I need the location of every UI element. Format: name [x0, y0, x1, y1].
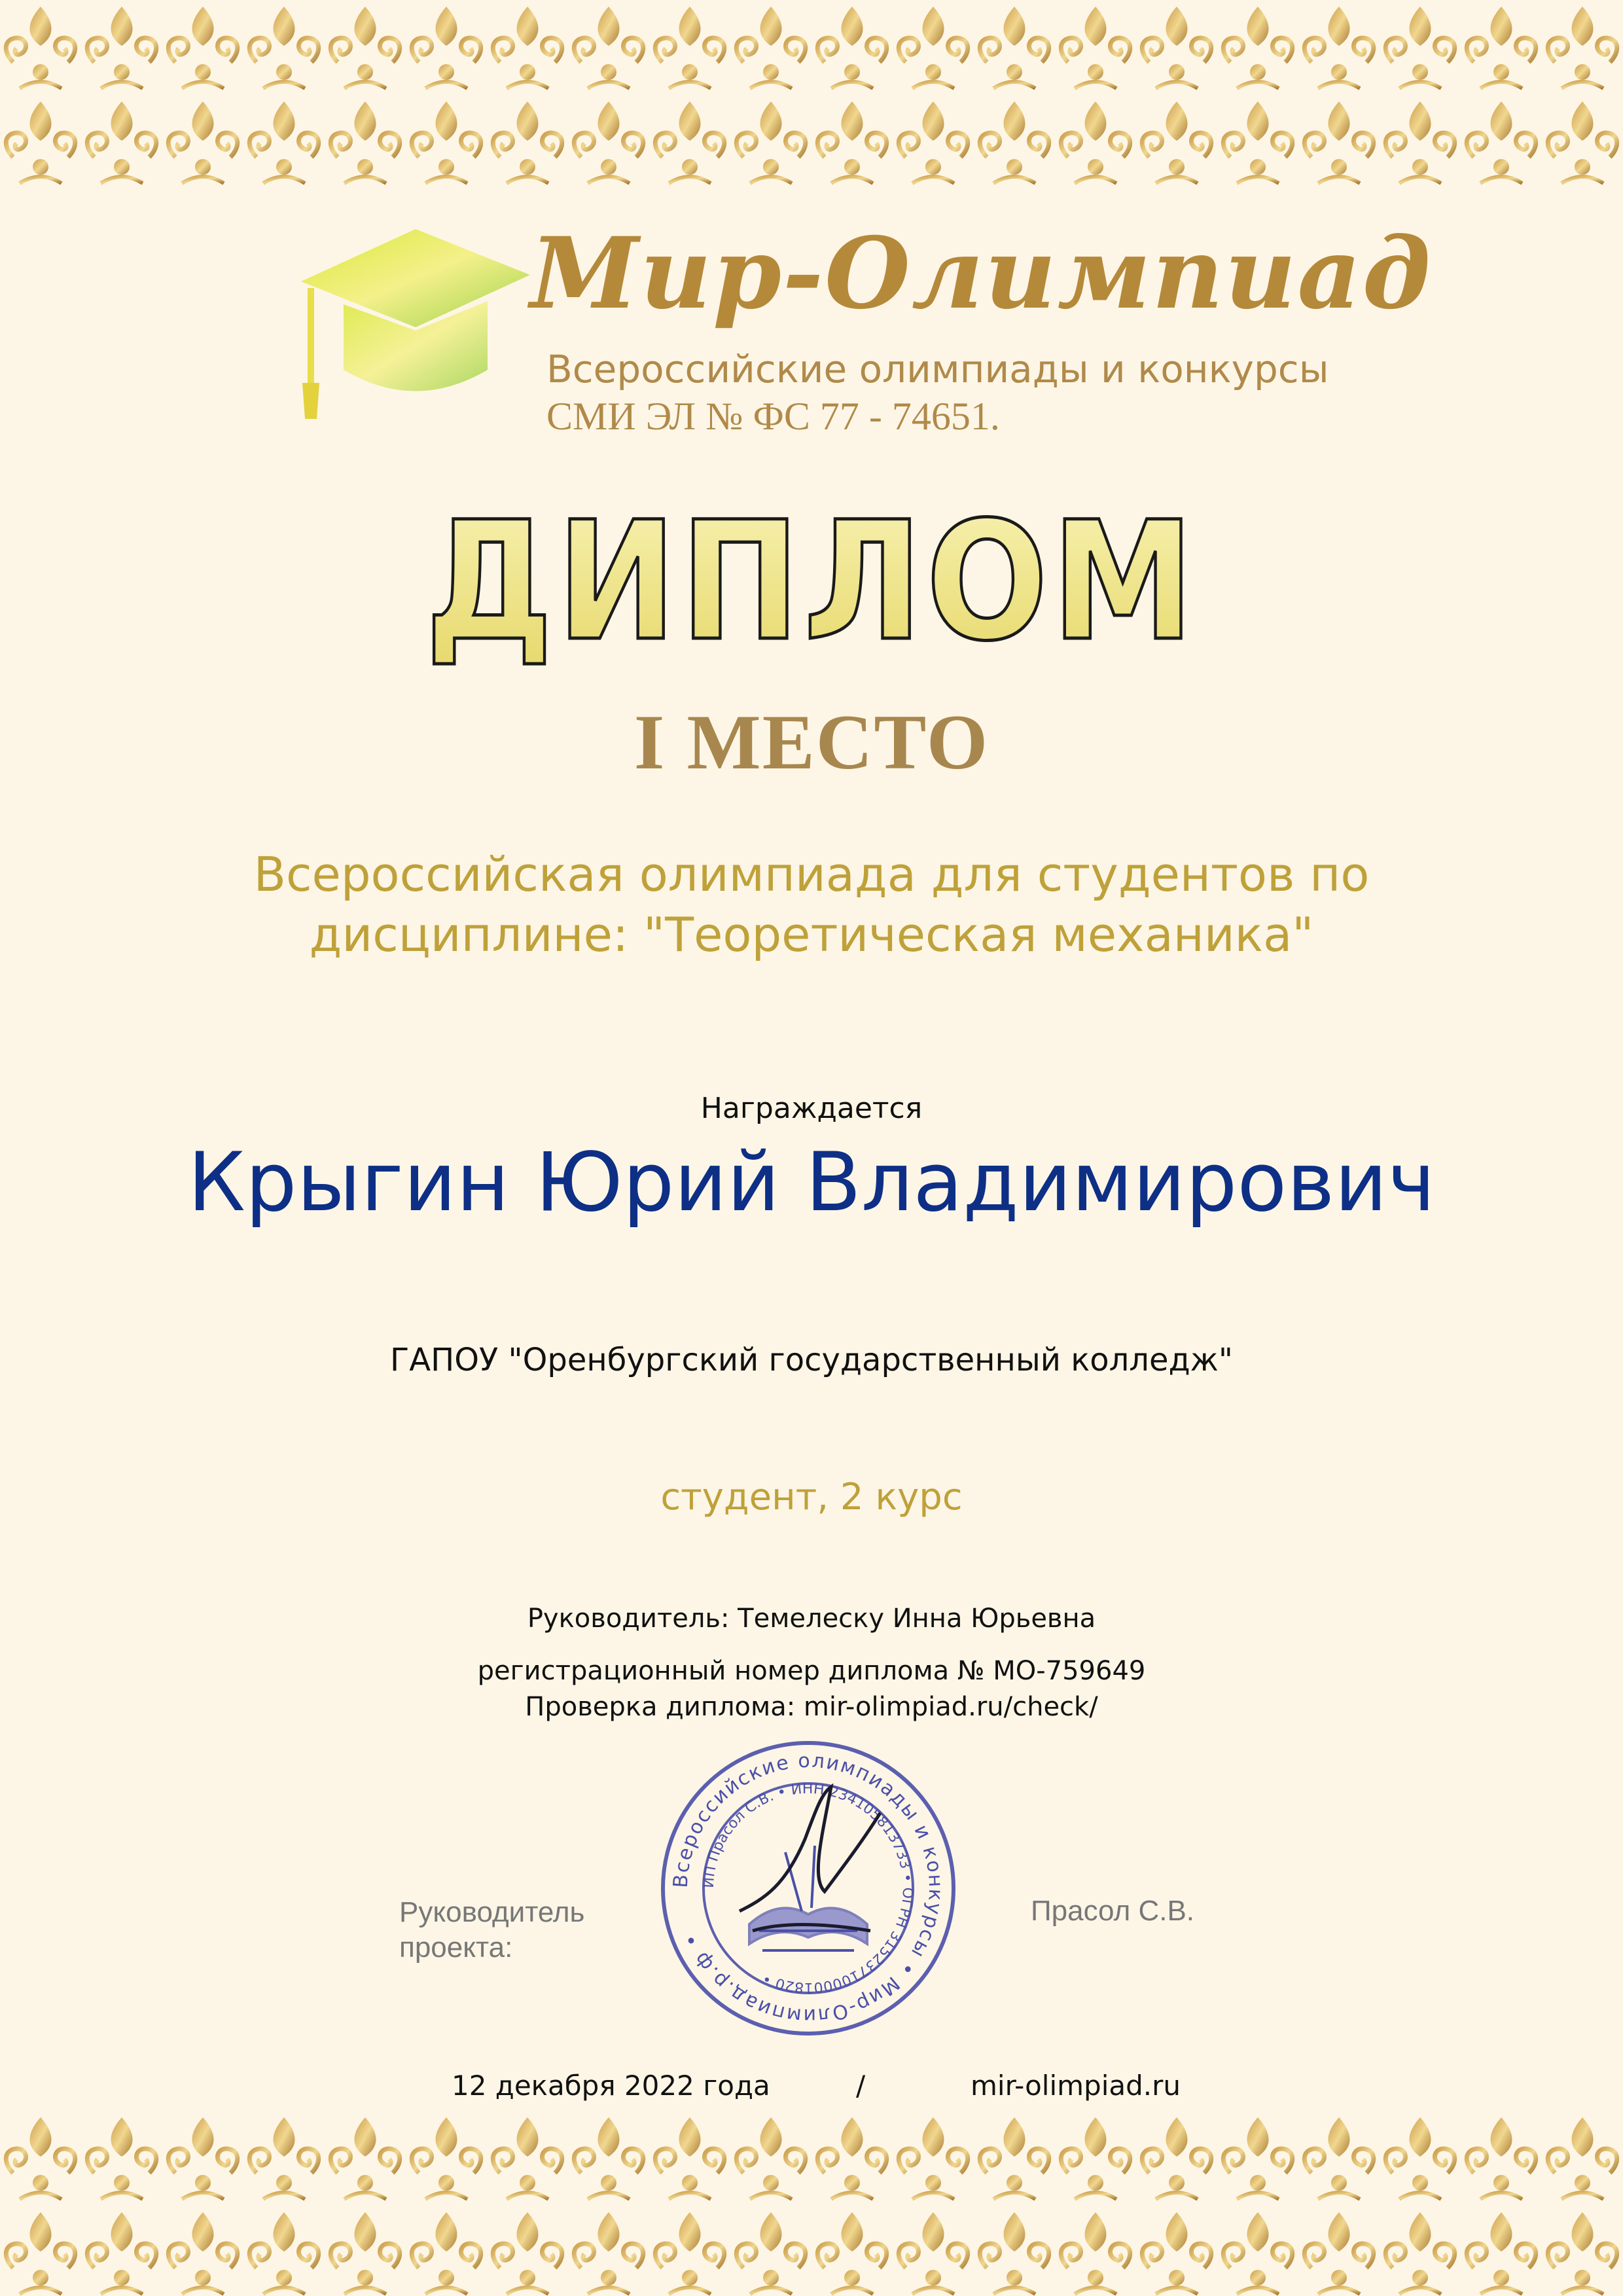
- diploma-title-text: ДИПЛОМ: [425, 486, 1198, 677]
- supervisor-line: Руководитель: Темелеску Инна Юрьевна: [527, 1604, 1096, 1634]
- svg-text:ИП Прасол С.В. • ИНН 234105813: [701, 1781, 916, 1996]
- awarded-label: Награждается: [700, 1092, 923, 1125]
- signature-label: [399, 1895, 584, 1965]
- olympiad-title: [196, 844, 1427, 965]
- footer-separator: /: [856, 2070, 866, 2102]
- signature-label-line2: проекта:: [399, 1931, 513, 1964]
- olympiad-title-line1: Всероссийская олимпиада для студентов по: [253, 847, 1370, 902]
- logo-title: Мир-Олимпиад: [530, 216, 1432, 331]
- stamp-inner-text: ИП Прасол С.В. • ИНН 234105813733 • ОГРН 315237100001820 •: [700, 1780, 916, 1996]
- registration-number: регистрационный номер диплома № МО-759649: [477, 1656, 1146, 1686]
- signatory-name: Прасол С.В.: [1031, 1895, 1195, 1927]
- book-emblem-icon: [749, 1846, 867, 1950]
- recipient-status: студент, 2 курс: [660, 1476, 963, 1518]
- bottom-ornament: [0, 2111, 1623, 2296]
- official-stamp: [654, 1734, 962, 2042]
- media-registration: СМИ ЭЛ № ФС 77 - 74651.: [546, 395, 1000, 438]
- verification-link: Проверка диплома: mir-olimpiad.ru/check/: [525, 1692, 1098, 1722]
- top-ornament: [0, 0, 1623, 190]
- signature-label-line1: Руководитель: [399, 1896, 585, 1928]
- logo-subtitle: Всероссийские олимпиады и конкурсы: [546, 347, 1329, 391]
- place-label: I МЕСТО: [633, 698, 990, 785]
- institution-name: ГАПОУ "Оренбургский государственный колледж": [390, 1342, 1233, 1378]
- recipient-name: Крыгин Юрий Владимирович: [187, 1136, 1436, 1230]
- issue-date: 12 декабря 2022 года: [452, 2070, 770, 2102]
- footer-website: mir-olimpiad.ru: [971, 2070, 1181, 2102]
- organizer-logo: [288, 216, 1432, 452]
- stamp-outer-text: Всероссийские олимпиады и конкурсы • Мир-Олимпиад.р.ф •: [669, 1749, 948, 2028]
- graduation-cap-icon: [288, 223, 537, 432]
- diploma-title: [406, 486, 1217, 677]
- olympiad-title-line2: дисциплине: "Теоретическая механика": [309, 907, 1314, 962]
